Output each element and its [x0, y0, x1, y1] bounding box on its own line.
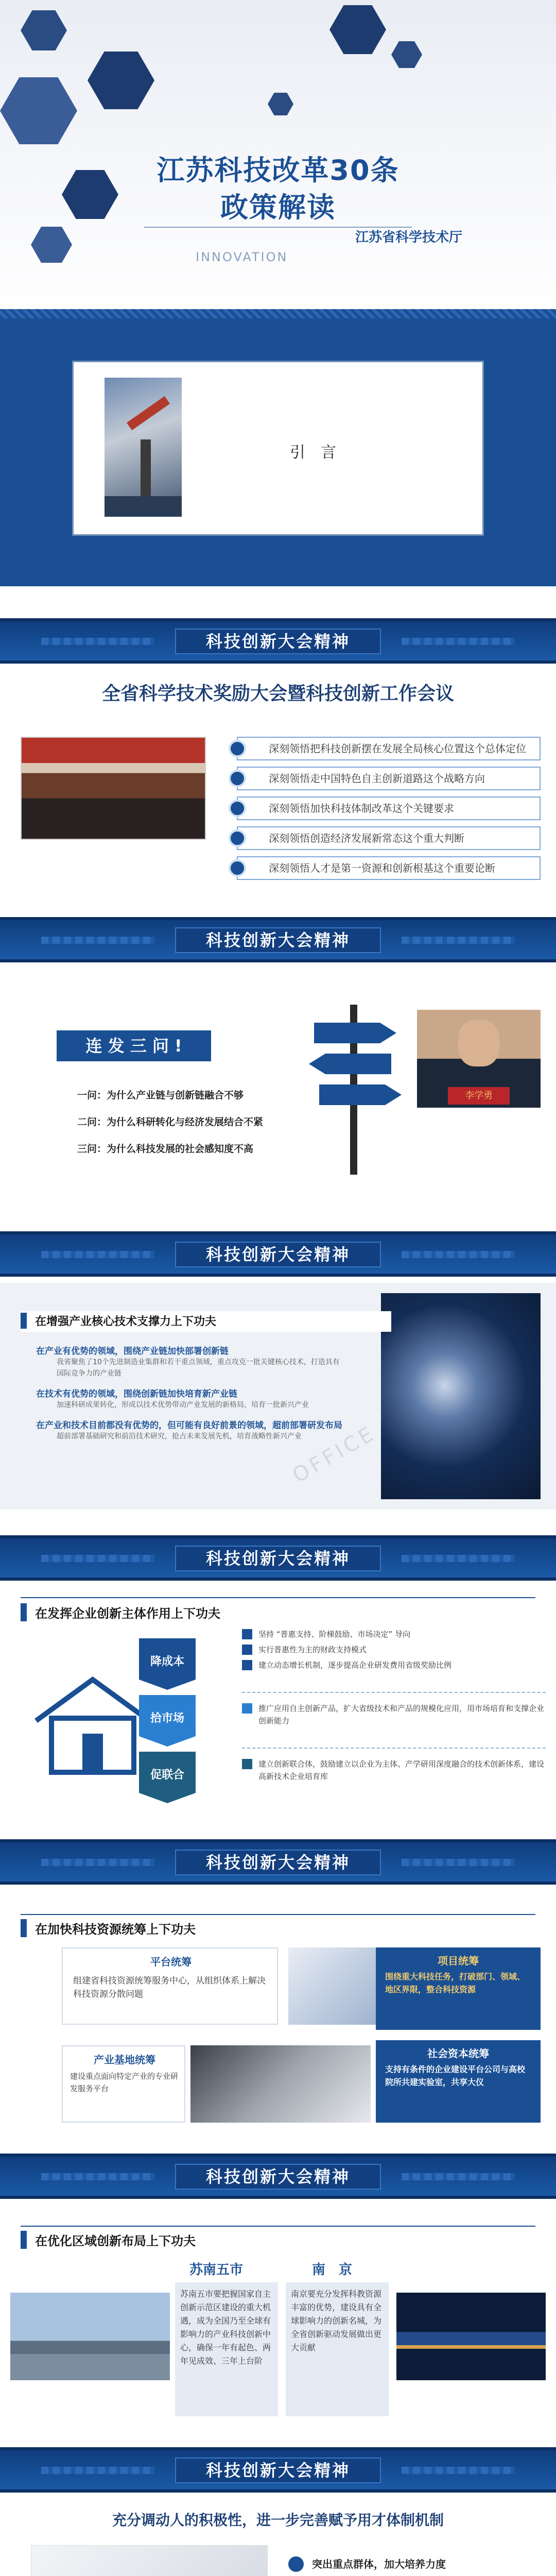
- hero-title: [124, 152, 432, 226]
- s4-item: 建立动态增长机制，逐步提高企业研发费用省级奖励比例: [242, 1659, 546, 1671]
- section-bar: [0, 1839, 556, 1885]
- s1-item: 深刻领悟走中国特色自主创新道路这个战略方向: [237, 767, 541, 790]
- hex-decoration: [0, 77, 77, 144]
- hex-decoration: [31, 227, 72, 263]
- house-icon: [31, 1674, 154, 1777]
- hero-innov-label: INNOVATION: [196, 250, 288, 264]
- signpost-arrow: [314, 1023, 396, 1043]
- question-item: 三问：为什么科技发展的社会感知度不高: [77, 1143, 254, 1155]
- s1-heading: 全省科学技术奖励大会暨科技创新工作会议: [101, 683, 454, 704]
- nameplate: 李学勇: [448, 1087, 510, 1105]
- s1-item: 深刻领悟把科技创新摆在发展全局核心位置这个总体定位: [237, 737, 541, 760]
- section-bar: [0, 2154, 556, 2199]
- section-title: 科技创新大会精神: [175, 2164, 381, 2190]
- s6-city-photo: [396, 2293, 546, 2380]
- s3-content: [36, 1344, 345, 1442]
- s7-heading: 充分调动人的积极性，进一步完善赋予用才体制机制: [112, 2512, 444, 2529]
- section-title: 科技创新大会精神: [175, 1546, 381, 1571]
- s1-item: 深刻领悟创造经济发展新常态这个重大判断: [237, 826, 541, 850]
- s3-title: 在增强产业核心技术支撑力上下功夫: [21, 1313, 216, 1329]
- s5-card: [376, 1947, 541, 2030]
- s4-items: [242, 1628, 546, 1783]
- s5-card-body: 支持有条件的企业建设平台公司与高校院所共建实验室，共享大仪: [385, 2064, 526, 2087]
- hero-title-line2: 政策解读: [220, 191, 336, 224]
- s5-card: [376, 2040, 541, 2123]
- s3-point-head: 在产业有优势的领域，围绕产业链加快部署创新链: [36, 1346, 229, 1357]
- hex-decoration: [391, 41, 422, 68]
- section-bar: [0, 917, 556, 962]
- s5-card-body: 组建省科技资源统筹服务中心，从组织体系上解决科技资源分散问题: [73, 1976, 266, 1999]
- s1-item: 深刻领悟加快科技体制改革这个关键要求: [237, 796, 541, 820]
- section-bar: [0, 1535, 556, 1581]
- s5-card-title: 项目统筹: [438, 1955, 479, 1967]
- watermark: OFFICE: [288, 1421, 380, 1488]
- s4-label: 拾市场: [150, 1712, 184, 1725]
- s2-title: 连 发 三 问 !: [57, 1030, 211, 1061]
- s3-image: [381, 1293, 541, 1499]
- hero-banner: [0, 0, 556, 319]
- s4-item: 坚持 “普惠支持、阶梯鼓励、市场决定” 导向: [242, 1628, 546, 1640]
- hero-title-line1: 江苏科技改革30条: [157, 154, 399, 187]
- hex-decoration: [21, 10, 67, 50]
- divider: [242, 1748, 546, 1749]
- section-bar: [0, 2447, 556, 2493]
- intro-card: [72, 361, 484, 536]
- section-title: 科技创新大会精神: [175, 927, 381, 953]
- intro-title: 引 言: [290, 444, 336, 462]
- section-title: 科技创新大会精神: [175, 2458, 381, 2483]
- s5-card-body: 围绕重大科技任务，打破部门、领域、地区界限，整合科技资源: [385, 1972, 526, 1994]
- section-title: 科技创新大会精神: [175, 1242, 381, 1267]
- divider: [242, 1692, 546, 1693]
- s7-list: [288, 2550, 535, 2576]
- s5-card: [62, 1947, 278, 2025]
- s6-city-body: 南京要充分发挥科教资源丰富的优势，建设具有全球影响力的创新名城，为全省创新驱动发展做出更大贡献: [291, 2289, 382, 2352]
- signpost-arrow: [309, 1054, 391, 1074]
- s4-item: 建立创新联合体，鼓励建立以企业为主体、产学研用深度融合的技术创新体系，建设高新技术企业培育库: [242, 1758, 546, 1783]
- s3-point-body: 超前部署基础研究和前沿技术研究，抢占未来发展先机，培育战略性新兴产业: [57, 1432, 302, 1440]
- s3-point-body: 加速科研成果转化，形成以技术优势带动产业发展的新格局，培育一批新兴产业: [57, 1401, 309, 1409]
- s4-title: 在发挥企业创新主体作用上下功夫: [21, 1603, 220, 1621]
- question-item: 二问：为什么科研转化与经济发展结合不紧: [77, 1116, 264, 1128]
- divider: [21, 1914, 535, 1915]
- s6-title: 在优化区域创新布局上下功夫: [21, 2231, 196, 2249]
- s3-point-head: 在产业和技术目前都没有优势的，但可能有良好前景的领域，超前部署研发布局: [36, 1420, 342, 1431]
- s3-point-body: 我省聚焦了10个先进制造业集群和若干重点领域，重点攻克一批关键核心技术，打造具有国际竞争力的产业链: [57, 1358, 340, 1378]
- s2-speaker-photo: [417, 1010, 541, 1108]
- hex-decoration: [329, 5, 386, 54]
- s5-hand-image: [288, 1947, 376, 2025]
- section-bar: [0, 1231, 556, 1277]
- s5-card: [62, 2045, 185, 2123]
- section-title: 科技创新大会精神: [175, 1850, 381, 1875]
- hex-decoration: [268, 93, 293, 115]
- section-title: 科技创新大会精神: [175, 629, 381, 654]
- s2-questions: [77, 1082, 335, 1162]
- s6-city-body: 苏南五市要把握国家自主创新示范区建设的重大机遇，成为全国乃至全球有影响力的产业科技创新中心，确保一年有起色、两年见成效、三年上台阶: [180, 2289, 271, 2366]
- s7-item: 突出重点群体，加大培养力度: [288, 2550, 535, 2576]
- s5-card-title: 平台统筹: [150, 1956, 192, 1968]
- intro-photo: [105, 378, 182, 517]
- s4-item: 推广应用自主创新产品，扩大省级技术和产品的规模化应用，用市场培育和支撑企业创新能力: [242, 1702, 546, 1727]
- s4-label: 降成本: [150, 1655, 184, 1668]
- s4-label: 促联合: [150, 1769, 184, 1782]
- question-item: 一问：为什么产业链与创新链融合不够: [77, 1090, 244, 1101]
- s1-photo: [21, 737, 206, 840]
- s5-card-body: 建设重点面向特定产业的专业研发服务平台: [70, 2072, 179, 2093]
- s5-card-title: 社会资本统筹: [427, 2047, 489, 2060]
- s6-city-label: 南 京: [311, 2262, 352, 2278]
- signpost-arrow: [319, 1084, 402, 1105]
- s3-point-head: 在技术有优势的领域，围绕创新链加快培育新产业链: [36, 1389, 237, 1399]
- hero-org: 江苏省科学技术厅: [355, 230, 463, 245]
- divider: [21, 1597, 535, 1598]
- stripe: [0, 309, 556, 318]
- s7-people-image: [31, 2545, 268, 2576]
- s5-card-title: 产业基地统筹: [94, 2054, 155, 2066]
- s1-list: [237, 737, 541, 886]
- divider: [21, 2226, 535, 2227]
- s1-item: 深刻领悟人才是第一资源和创新根基这个重要论断: [237, 856, 541, 880]
- s6-city-label: 苏南五市: [189, 2262, 243, 2278]
- hex-decoration: [62, 170, 118, 219]
- hex-decoration: [88, 52, 154, 109]
- section-bar: [0, 618, 556, 664]
- s5-title: 在加快科技资源统筹上下功夫: [21, 1919, 196, 1937]
- s4-item: 实行普惠性为主的财政支持模式: [242, 1643, 546, 1656]
- s5-people-image: [190, 2045, 371, 2123]
- s6-city-photo: [10, 2293, 170, 2380]
